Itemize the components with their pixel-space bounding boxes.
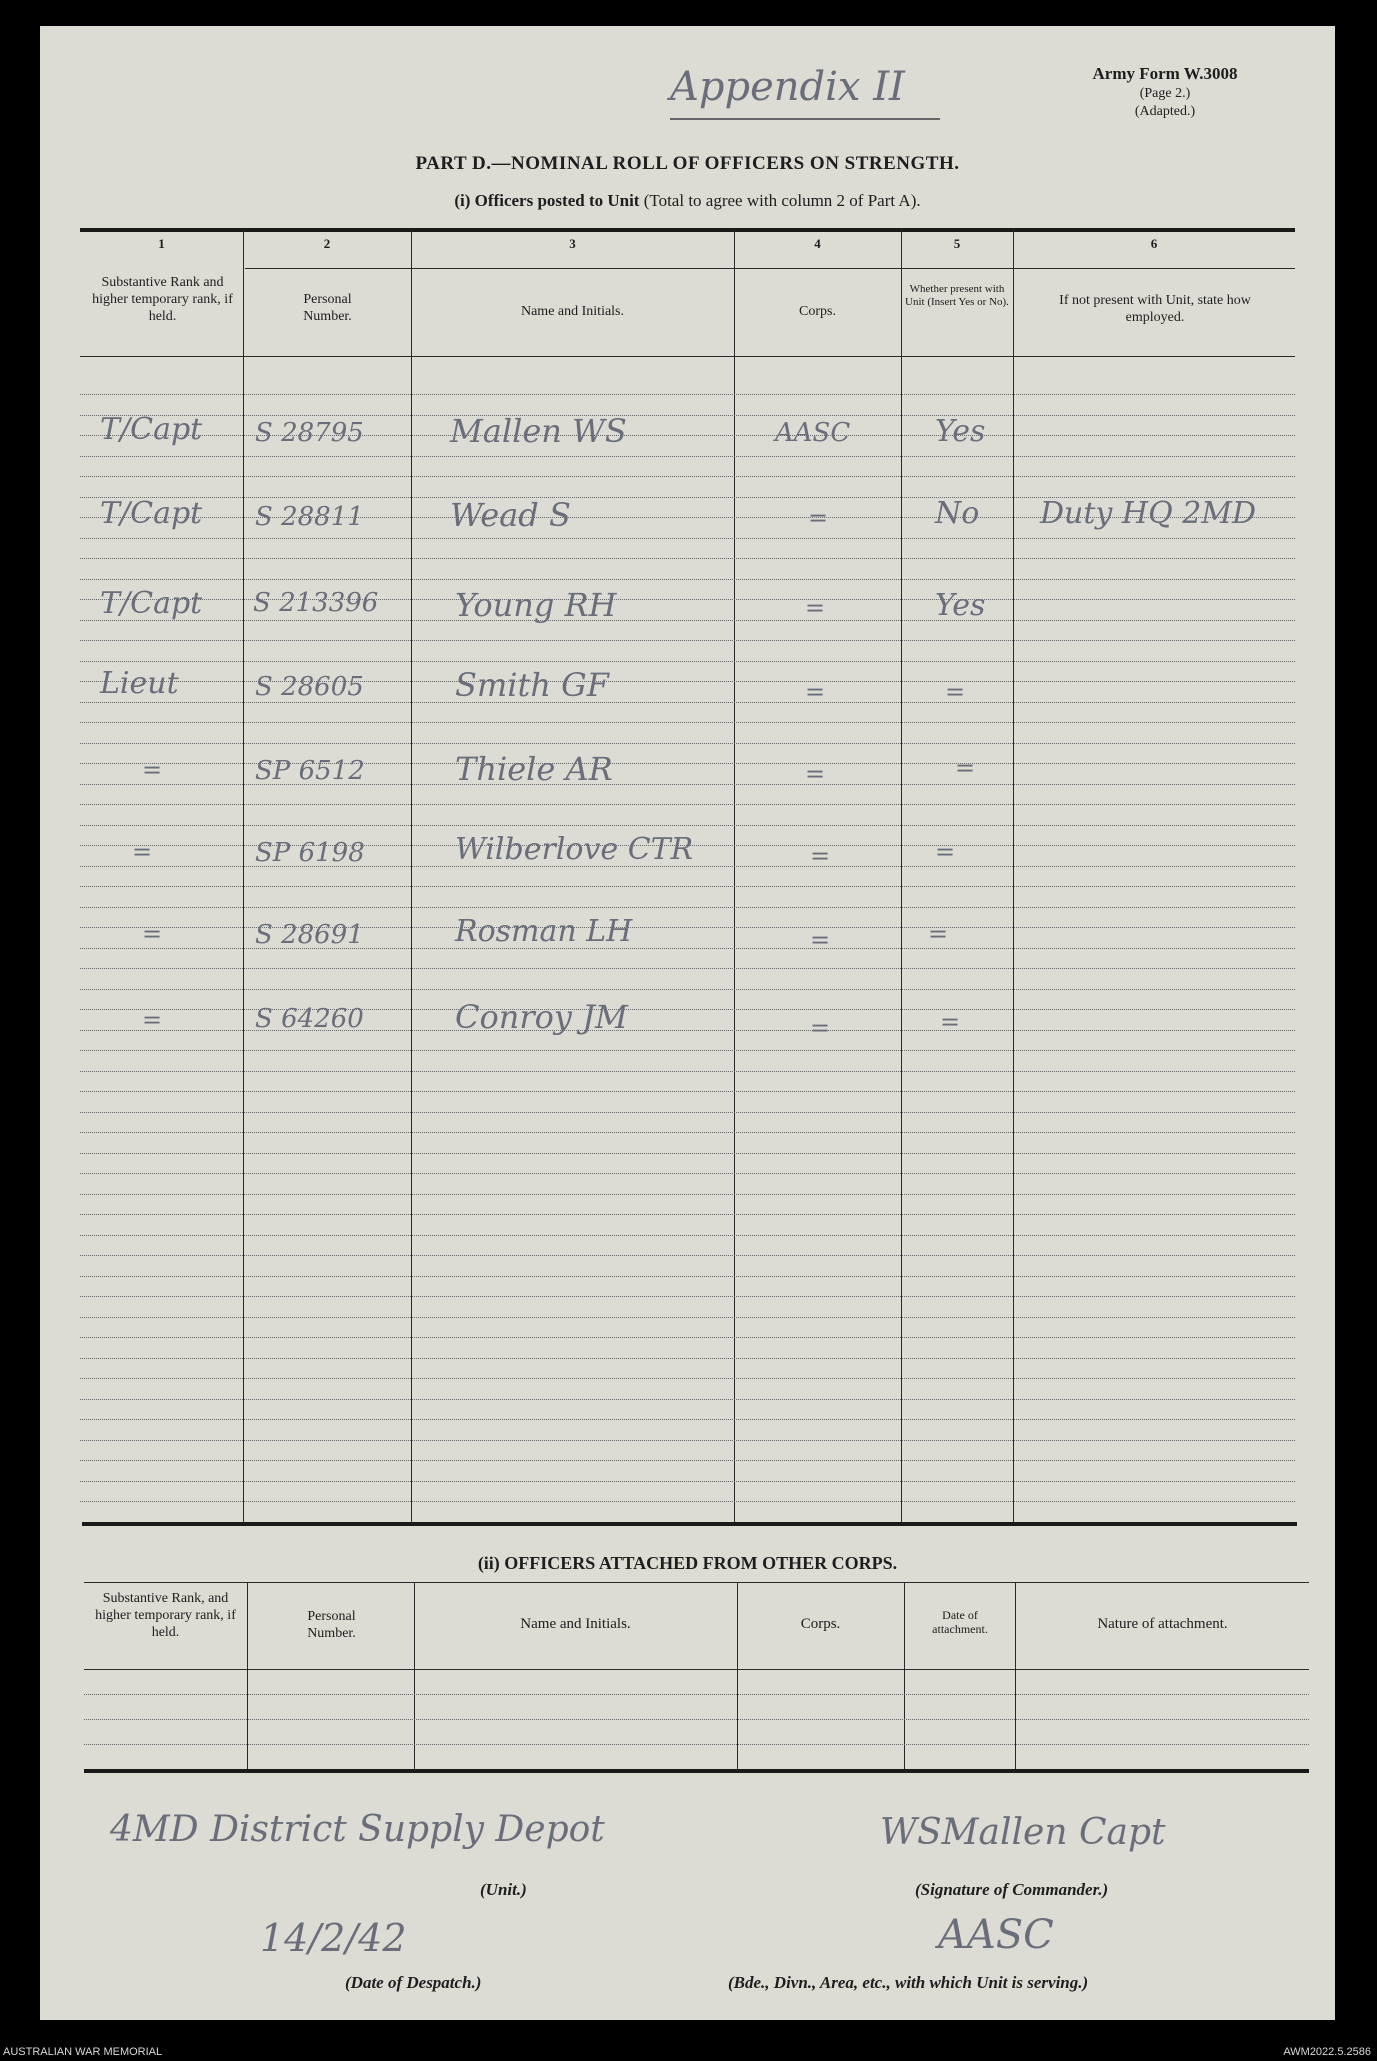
row2-number: S 28811: [255, 502, 364, 532]
t1-ruled-line: [80, 702, 1295, 703]
t1-ruled-line: [80, 394, 1295, 395]
t2-header-nature: Nature of attachment.: [1097, 1616, 1228, 1632]
t1-header-employed: If not present with Unit, state how employed.: [1059, 293, 1251, 325]
t1-header-name: Name and Initials.: [520, 304, 625, 319]
row8-number: S 64260: [255, 1004, 364, 1034]
t1-header-present: Whether present with Unit (Insert Yes or No).: [905, 283, 1009, 308]
t1-ruled-line: [80, 1050, 1295, 1051]
t1-colnum-5: 5: [953, 236, 961, 251]
form-subtitle: [40, 191, 1335, 211]
t1-ruled-line: [80, 804, 1295, 805]
t1-ruled-line: [80, 968, 1295, 969]
t2-col-divider-1: [247, 1583, 248, 1769]
t1-ruled-line: [80, 538, 1295, 539]
t2-header-corps: Corps.: [800, 1616, 841, 1632]
row1-name: Mallen WS: [450, 412, 627, 450]
t2-ruled-line: [84, 1744, 1309, 1745]
t1-col-divider-4: [901, 230, 902, 1522]
row7-number: S 28691: [255, 920, 364, 950]
bde-label: (Bde., Divn., Area, etc., with which Unit is serving.): [728, 1973, 1089, 1992]
row4-rank: Lieut: [100, 666, 179, 701]
subtitle-rest: (Total to agree with column 2 of Part A).: [643, 191, 921, 210]
row3-corps: =: [805, 594, 826, 622]
subtitle-bold: (i) Officers posted to Unit: [454, 191, 640, 210]
t2-col-divider-4: [904, 1583, 905, 1769]
t1-header-rank: Substantive Rank and higher temporary rank, if held.: [92, 275, 233, 324]
t2-col-divider-3: [737, 1583, 738, 1769]
t1-col-divider-3: [734, 230, 735, 1522]
t2-header-rank: Substantive Rank, and higher temporary rank, if held.: [95, 1591, 236, 1640]
row7-corps: =: [810, 926, 831, 954]
t1-ruled-line: [80, 1194, 1295, 1195]
form-adapted: (Adapted.): [1134, 104, 1196, 119]
t2-header-date: Date of attachment.: [932, 1608, 988, 1636]
t1-ruled-line: [80, 1255, 1295, 1256]
t1-colnum-6: 6: [1150, 236, 1158, 251]
form-number: Army Form W.3008: [1092, 64, 1238, 83]
date-label: (Date of Despatch.): [345, 1973, 482, 1992]
row6-name: Wilberlove CTR: [455, 832, 694, 867]
row1-number: S 28795: [255, 418, 364, 448]
t1-ruled-line: [80, 1071, 1295, 1072]
row1-present: Yes: [935, 414, 986, 449]
t1-ruled-line: [80, 989, 1295, 990]
t1-ruled-line: [80, 1460, 1295, 1461]
row2-employed: Duty HQ 2MD: [1040, 496, 1257, 531]
form-title: PART D.—NOMINAL ROLL OF OFFICERS ON STRENGTH.: [415, 153, 960, 174]
row3-number: S 213396: [253, 588, 379, 618]
t1-ruled-line: [80, 1153, 1295, 1154]
row1-corps: AASC: [775, 418, 851, 448]
appendix-handwritten: Appendix II: [670, 64, 905, 110]
t1-ruled-line: [80, 1378, 1295, 1379]
t1-ruled-line: [80, 722, 1295, 723]
t2-header-number: Personal Number.: [307, 1609, 356, 1641]
t2-ruled-line: [84, 1694, 1309, 1695]
t2-header-bottom: [84, 1669, 1309, 1670]
row3-rank: T/Capt: [100, 586, 203, 621]
t1-col-divider-1: [243, 230, 244, 1522]
row6-number: SP 6198: [255, 838, 365, 868]
row5-name: Thiele AR: [455, 750, 613, 788]
row6-rank: =: [132, 838, 153, 866]
row5-number: SP 6512: [255, 756, 365, 786]
t1-ruled-line: [80, 1091, 1295, 1092]
t1-ruled-line: [80, 1399, 1295, 1400]
t1-ruled-line: [80, 907, 1295, 908]
row4-number: S 28605: [255, 672, 364, 702]
t1-ruled-line: [80, 1214, 1295, 1215]
row8-corps: =: [810, 1014, 831, 1042]
table2-bottom-rule: [84, 1769, 1309, 1773]
table2-title: (ii) OFFICERS ATTACHED FROM OTHER CORPS.: [477, 1553, 898, 1573]
t1-ruled-line: [80, 579, 1295, 580]
credit-left: AUSTRALIAN WAR MEMORIAL: [3, 2046, 163, 2058]
t1-ruled-line: [80, 1235, 1295, 1236]
t1-ruled-line: [80, 743, 1295, 744]
t2-col-divider-5: [1015, 1583, 1016, 1769]
table1-top-rule: [80, 228, 1295, 232]
signature-handwritten: WSMallen Capt: [880, 1812, 1166, 1853]
row4-present: =: [945, 678, 966, 706]
t1-ruled-line: [80, 1276, 1295, 1277]
date-handwritten: 14/2/42: [260, 1916, 407, 1960]
row5-rank: =: [142, 756, 163, 784]
form-page-number: (Page 2.): [1139, 86, 1191, 101]
row8-rank: =: [142, 1006, 163, 1034]
t1-header-top: [245, 268, 1295, 269]
t1-colnum-4: 4: [814, 236, 821, 251]
row2-name: Wead S: [450, 496, 571, 534]
t1-col-divider-2: [411, 230, 412, 1522]
row2-corps: =: [808, 504, 829, 532]
t2-ruled-line: [84, 1719, 1309, 1720]
t1-colnum-2: 2: [323, 236, 331, 251]
t1-ruled-line: [80, 886, 1295, 887]
form-page: [40, 26, 1335, 2020]
t1-ruled-line: [80, 1440, 1295, 1441]
t1-ruled-line: [80, 1337, 1295, 1338]
t1-ruled-line: [80, 1317, 1295, 1318]
appendix-underline: [670, 118, 940, 120]
row5-corps: =: [805, 760, 826, 788]
t1-ruled-line: [80, 1132, 1295, 1133]
t2-header-name: Name and Initials.: [520, 1616, 631, 1632]
t1-ruled-line: [80, 456, 1295, 457]
row2-rank: T/Capt: [100, 496, 203, 531]
t1-col-divider-5: [1013, 230, 1014, 1522]
unit-label: (Unit.): [480, 1880, 527, 1899]
row4-name: Smith GF: [455, 666, 609, 704]
t1-ruled-line: [80, 1501, 1295, 1502]
t1-ruled-line: [80, 825, 1295, 826]
bde-handwritten: AASC: [938, 1912, 1054, 1958]
t1-ruled-line: [80, 1481, 1295, 1482]
t1-ruled-line: [80, 1358, 1295, 1359]
t1-colnum-1: 1: [158, 236, 165, 251]
t1-ruled-line: [80, 1296, 1295, 1297]
t1-ruled-line: [80, 1112, 1295, 1113]
t1-header-bottom: [80, 356, 1295, 357]
t1-colnum-3: 3: [569, 236, 576, 251]
unit-handwritten: 4MD District Supply Depot: [110, 1809, 605, 1850]
credit-right: AWM2022.5.2586: [1283, 2046, 1371, 2058]
row2-present: No: [935, 496, 980, 531]
signature-label: (Signature of Commander.): [915, 1880, 1109, 1899]
row8-name: Conroy JM: [455, 998, 628, 1036]
t1-ruled-line: [80, 476, 1295, 477]
t1-ruled-line: [80, 640, 1295, 641]
row8-present: =: [940, 1008, 961, 1036]
t1-header-number: Personal Number.: [303, 292, 352, 324]
row4-corps: =: [805, 678, 826, 706]
t1-ruled-line: [80, 661, 1295, 662]
table2-top-rule: [84, 1582, 1309, 1583]
table1-bottom-rule: [82, 1522, 1297, 1526]
t1-ruled-line: [80, 1173, 1295, 1174]
t2-col-divider-2: [414, 1583, 415, 1769]
t1-header-corps: Corps.: [799, 304, 836, 319]
row6-corps: =: [810, 842, 831, 870]
row7-name: Rosman LH: [455, 914, 633, 949]
row6-present: =: [935, 838, 956, 866]
row3-name: Young RH: [455, 586, 617, 624]
t1-ruled-line: [80, 415, 1295, 416]
row5-present: =: [955, 754, 976, 782]
row1-rank: T/Capt: [100, 412, 203, 447]
row7-rank: =: [142, 920, 163, 948]
t1-ruled-line: [80, 620, 1295, 621]
row3-present: Yes: [935, 588, 986, 623]
t1-ruled-line: [80, 558, 1295, 559]
t1-ruled-line: [80, 1419, 1295, 1420]
row7-present: =: [928, 920, 949, 948]
